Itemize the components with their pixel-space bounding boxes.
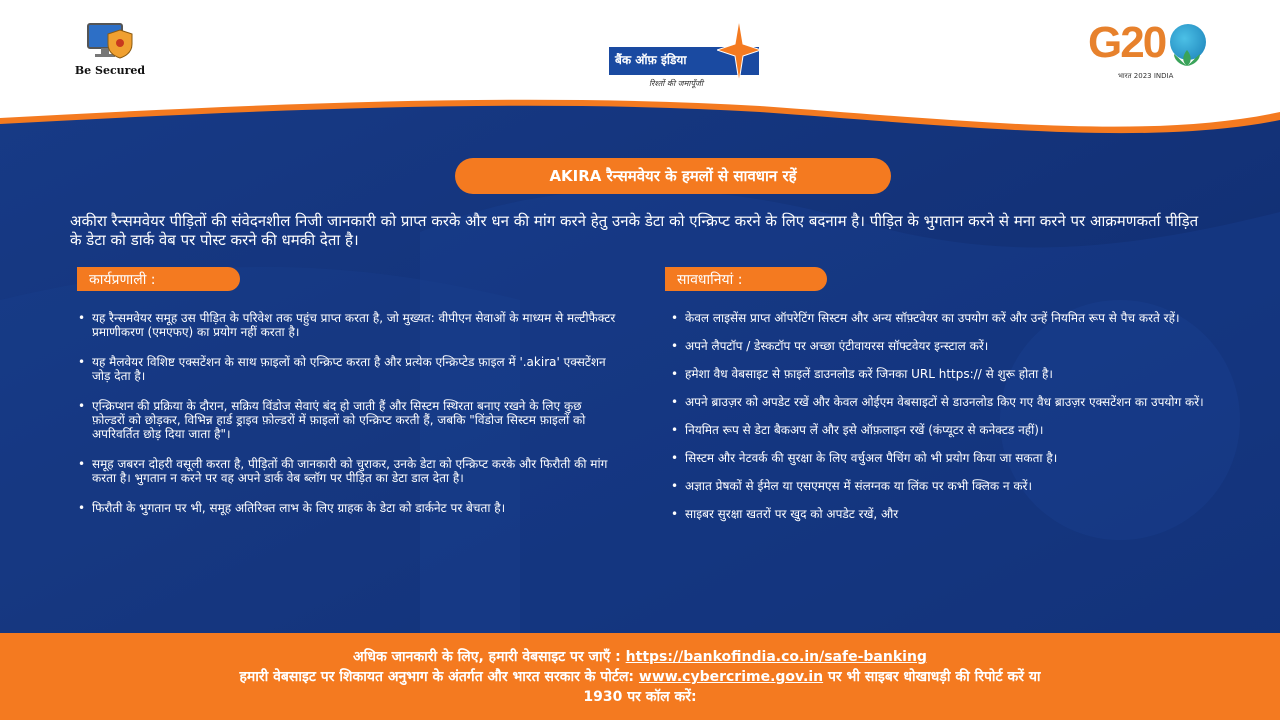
star-icon xyxy=(717,20,761,82)
g20-logo xyxy=(1088,18,1212,88)
list-item: • सिस्टम और नेटवर्क की सुरक्षा के लिए वर्चुअल पैचिंग को भी प्रयोग किया जा सकता है। xyxy=(671,451,1211,465)
g20-subtitle: भारत 2023 INDIA xyxy=(1118,72,1174,80)
footer-line-2-text: हमारी वेबसाइट पर शिकायत अनुभाग के अंतर्गत और भारत सरकार के पोर्टल: xyxy=(239,669,639,685)
list-item: • अज्ञात प्रेषकों से ईमेल या एसएमएस में संलग्नक या लिंक पर कभी क्लिक न करें। xyxy=(671,479,1211,493)
list-item: • हमेशा वैध वेबसाइट से फ़ाइलें डाउनलोड करें जिनका URL https:// से शुरू होता है। xyxy=(671,367,1211,381)
boi-tagline: रिश्तों की जमापूँजी xyxy=(649,79,704,88)
list-item: • नियमित रूप से डेटा बैकअप लें और इसे ऑफ़लाइन रखें (कंप्यूटर से कनेक्टड नहीं)। xyxy=(671,423,1211,437)
list-item: • अपने लैपटॉप / डेस्कटॉप पर अच्छा एंटीवायरस सॉफ्टवेयर इन्स्टाल करें। xyxy=(671,339,1211,353)
page-title: AKIRA रैन्समवेयर के हमलों से सावधान रहें xyxy=(455,158,891,194)
precautions-list xyxy=(671,311,1211,535)
footer xyxy=(0,633,1280,720)
list-item: • केवल लाइसेंस प्राप्त ऑपरेटिंग सिस्टम और अन्य सॉफ़्टवेयर का उपयोग करें और उन्हें नियमित रूप से पैच करते रहें। xyxy=(671,311,1211,325)
be-secured-label: Be Secured xyxy=(74,64,146,77)
precautions-label: सावधानियां : xyxy=(665,267,827,291)
list-item: • यह मैलवेयर विशिष्ट एक्सटेंशन के साथ फ़ाइलों को एन्क्रिप्ट करता है और प्रत्येक एन्क्रिप्टेड फ़ाइल में '.akira' एक्सटेंशन जोड़ देता है। xyxy=(78,355,618,383)
list-item: • अपने ब्राउज़र को अपडेट रखें और केवल ओईएम वेबसाइटों से डाउनलोड किए गए वैध ब्राउज़र एक्सटेंशन का उपयोग करें। xyxy=(671,395,1211,409)
monitor-shield-icon xyxy=(86,22,134,60)
footer-line-2 xyxy=(0,667,1280,686)
g20-text: G20 xyxy=(1088,18,1166,67)
footer-line-3: 1930 पर कॉल करें: xyxy=(583,689,697,705)
footer-line-1 xyxy=(0,647,1280,666)
list-item: • एन्क्रिप्शन की प्रक्रिया के दौरान, सक्रिय विंडोज सेवाएं बंद हो जाती हैं और सिस्टम स्थिरता बनाए रखने के लिए कुछ फ़ोल्डरों को छोड़कर, विभिन्न हार्ड ड्राइव फ़ोल्डरों में फ़ाइलों को एन्क्रिप्ट करती हैं, जबकि "विंडोज सिस्टम फ़ाइलों को अपरिवर्तित छोड़ दिया जाता है"। xyxy=(78,399,618,441)
boi-name: बैंक ऑफ़ इंडिया xyxy=(615,53,687,67)
list-item: • फिरौती के भुगतान पर भी, समूह अतिरिक्त लाभ के लिए ग्राहक के डेटा को डार्कनेट पर बेचता है। xyxy=(78,501,618,515)
safe-banking-link[interactable]: https://bankofindia.co.in/safe-banking xyxy=(625,649,927,665)
list-item: • साइबर सुरक्षा खतरों पर खुद को अपडेट रखें, और xyxy=(671,507,1211,521)
footer-line-1-text: अधिक जानकारी के लिए, हमारी वेबसाइट पर जाएँ : xyxy=(353,649,626,665)
bank-of-india-logo xyxy=(609,20,761,92)
list-item: • समूह जबरन दोहरी वसूली करता है, पीड़ितों की जानकारी को चुराकर, उनके डेटा को एन्क्रिप्ट करके और फिरौती की मांग करता है। भुगतान न करने पर वह अपने डार्क वेब ब्लॉग पर पीड़ित का डेटा डाल देता है। xyxy=(78,457,618,485)
intro-paragraph: अकीरा रैन्समवेयर पीड़ितों की संवेदनशील निजी जानकारी को प्राप्त करके और धन की मांग करने हेतु उनके डेटा को एन्क्रिप्ट करने के लिए बदनाम है। पीड़ित के भुगतान करने से मना करने पर आक्रमणकर्ता पीड़ित के डेटा को डार्क वेब पर पोस्ट करने की धमकी देता है। xyxy=(70,212,1199,249)
lotus-icon xyxy=(1164,48,1210,66)
cybercrime-link[interactable]: www.cybercrime.gov.in xyxy=(638,669,824,685)
be-secured-logo xyxy=(72,22,148,77)
footer-line-2-suffix: पर भी साइबर धोखाधड़ी की रिपोर्ट करें या xyxy=(823,669,1041,685)
list-item: • यह रैन्समवेयर समूह उस पीड़ित के परिवेश तक पहुंच प्राप्त करता है, जो मुख्यत: वीपीएन सेवाओं के माध्यम से मल्टीफैक्टर प्रमाणीकरण (एमएफए) का प्रयोग नहीं करता है। xyxy=(78,311,618,339)
modus-operandi-list xyxy=(78,311,618,531)
modus-operandi-label: कार्यप्रणाली : xyxy=(77,267,240,291)
